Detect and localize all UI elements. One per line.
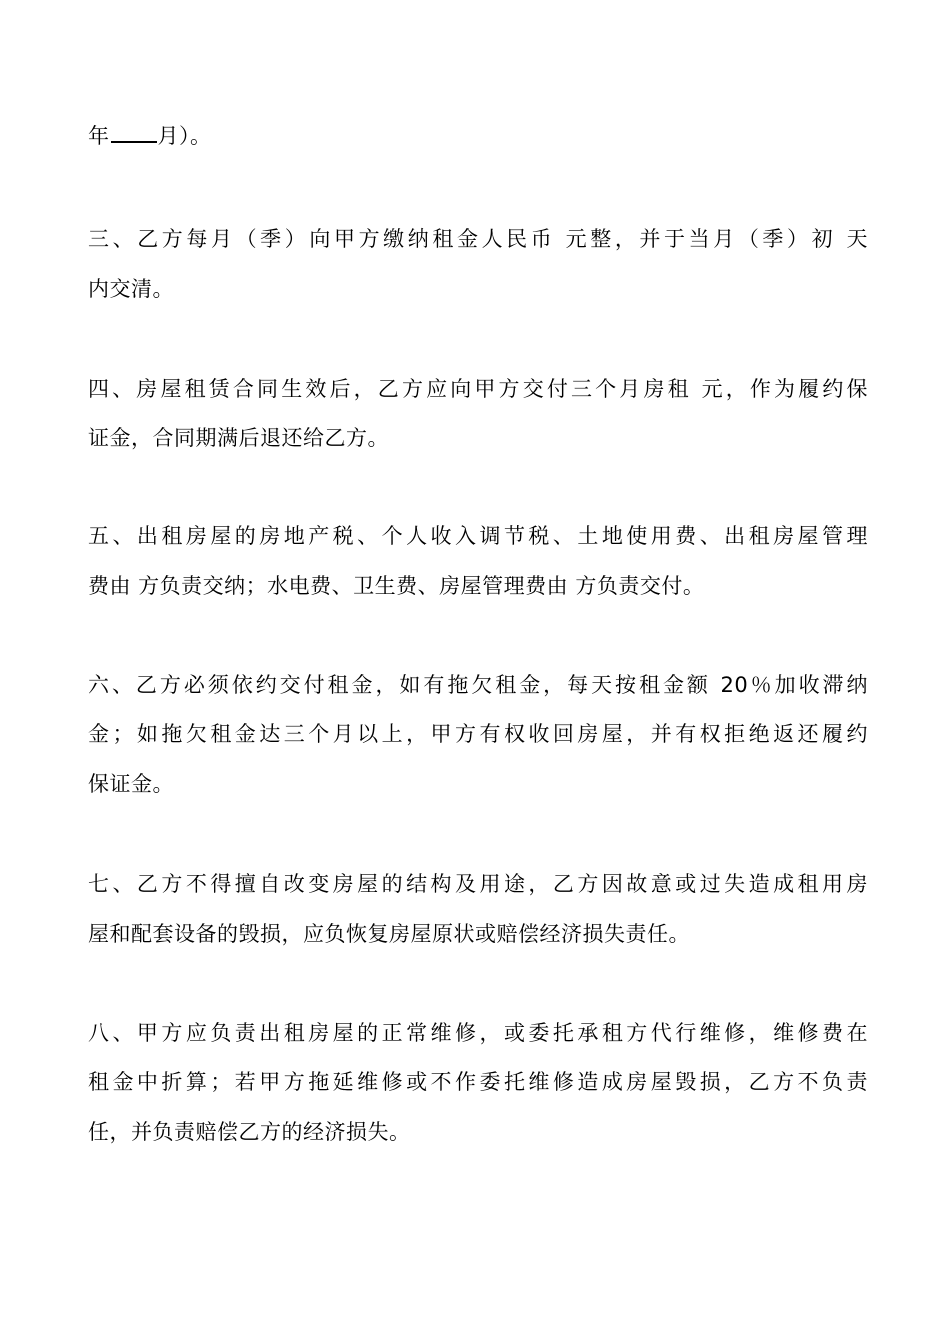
clause-6-line-2: 金；如拖欠租金达三个月以上，甲方有权收回房屋，并有权拒绝返还履约 — [88, 722, 868, 746]
intro-line — [88, 121, 868, 150]
clause-5-line-1: 五、出租房屋的房地产税、个人收入调节税、土地使用费、出租房屋管理 — [88, 524, 868, 548]
clause-6-line-1: 六、乙方必须依约交付租金，如有拖欠租金，每天按租金额 20％加收滞纳 — [88, 673, 868, 697]
clause-4-line-2: 证金，合同期满后退还给乙方。 — [88, 426, 389, 450]
clause-3-line-1: 三、乙方每月（季）向甲方缴纳租金人民币 元整，并于当月（季）初 天 — [88, 227, 868, 251]
clause-8-line-3: 任，并负责赔偿乙方的经济损失。 — [88, 1120, 411, 1144]
clause-8-line-1: 八、甲方应负责出租房屋的正常维修，或委托承租方代行维修，维修费在 — [88, 1021, 868, 1045]
clause-3-line-2: 内交清。 — [88, 277, 174, 301]
clause-5-line-2: 费由 方负责交纳；水电费、卫生费、房屋管理费由 方负责交付。 — [88, 574, 705, 598]
blank-line — [111, 121, 157, 143]
clause-8-line-2: 租金中折算；若甲方拖延维修或不作委托维修造成房屋毁损，乙方不负责 — [88, 1070, 868, 1094]
clause-7-line-1: 七、乙方不得擅自改变房屋的结构及用途，乙方因故意或过失造成租用房 — [88, 872, 868, 896]
clause-4-line-1: 四、房屋租赁合同生效后，乙方应向甲方交付三个月房租 元，作为履约保 — [88, 377, 868, 401]
intro-prefix: 年 — [88, 124, 110, 148]
intro-suffix: 月）。 — [157, 124, 212, 148]
clause-6-line-3: 保证金。 — [88, 772, 174, 796]
clause-7-line-2: 屋和配套设备的毁损，应负恢复房屋原状或赔偿经济损失责任。 — [88, 922, 690, 946]
